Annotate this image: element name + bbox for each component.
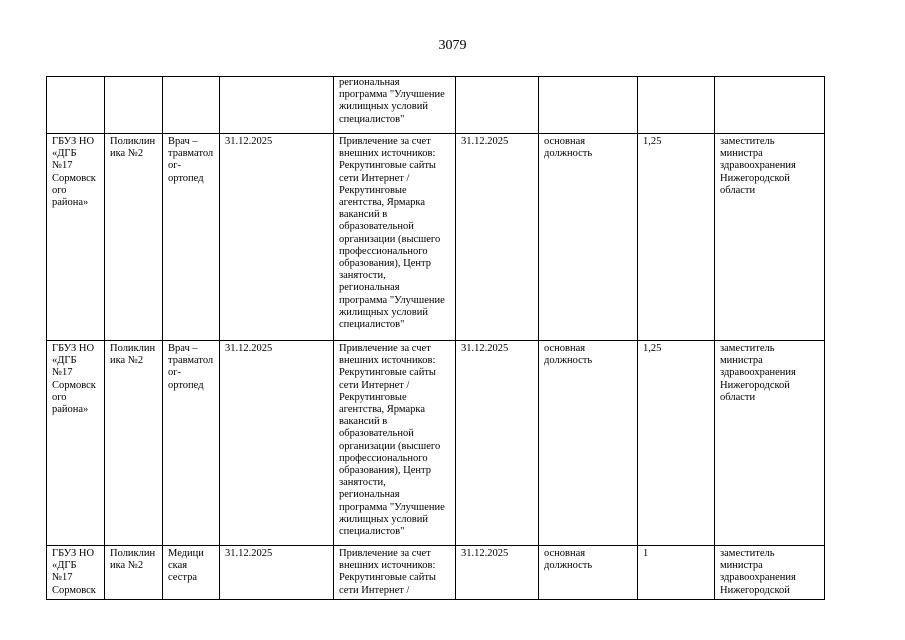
cell-position: Врач – травматол ог- ортопед xyxy=(163,341,220,546)
cell-position: Медици ская сестра xyxy=(163,546,220,600)
cell-completion-date xyxy=(456,77,539,134)
cell-rate xyxy=(638,77,715,134)
cell-organization: ГБУЗ НО «ДГБ №17 Сормовск xyxy=(47,546,105,600)
page-number: 3079 xyxy=(438,38,467,53)
cell-deadline xyxy=(220,77,334,134)
cell-completion-date: 31.12.2025 xyxy=(456,546,539,600)
cell-position-type: основная должность xyxy=(539,134,638,341)
cell-position xyxy=(163,77,220,134)
cell-organization: ГБУЗ НО «ДГБ №17 Сормовск ого района» xyxy=(47,341,105,546)
cell-position-type: основная должность xyxy=(539,546,638,600)
cell-organization xyxy=(47,77,105,134)
cell-department: Поликлин ика №2 xyxy=(105,341,163,546)
table-row xyxy=(47,77,825,134)
table-row xyxy=(47,546,825,600)
cell-responsible xyxy=(715,77,825,134)
cell-completion-date: 31.12.2025 xyxy=(456,134,539,341)
cell-responsible: заместитель министра здравоохранения Нижегородской области xyxy=(715,341,825,546)
cell-responsible: заместитель министра здравоохранения Нижегородской xyxy=(715,546,825,600)
cell-recruitment-measures: Привлечение за счет внешних источников: Рекрутинговые сайты сети Интернет / xyxy=(334,546,456,600)
cell-position-type: основная должность xyxy=(539,341,638,546)
staffing-table xyxy=(46,76,825,600)
cell-recruitment-measures: Привлечение за счет внешних источников: Рекрутинговые сайты сети Интернет / Рекрутинговые агентства, Ярмарка вакансий в образовательной организации (высшего профессионального образования), Центр занятости, региональная программа "Улучшение жилищных условий специалистов" xyxy=(334,341,456,546)
cell-deadline: 31.12.2025 xyxy=(220,134,334,341)
cell-rate: 1 xyxy=(638,546,715,600)
table-row xyxy=(47,134,825,341)
cell-department: Поликлин ика №2 xyxy=(105,546,163,600)
cell-position-type xyxy=(539,77,638,134)
cell-rate: 1,25 xyxy=(638,134,715,341)
cell-completion-date: 31.12.2025 xyxy=(456,341,539,546)
cell-recruitment-measures: региональная программа "Улучшение жилищных условий специалистов" xyxy=(334,77,456,134)
table-row xyxy=(47,341,825,546)
cell-responsible: заместитель министра здравоохранения Нижегородской области xyxy=(715,134,825,341)
cell-deadline: 31.12.2025 xyxy=(220,341,334,546)
cell-organization: ГБУЗ НО «ДГБ №17 Сормовск ого района» xyxy=(47,134,105,341)
cell-recruitment-measures: Привлечение за счет внешних источников: Рекрутинговые сайты сети Интернет / Рекрутинговые агентства, Ярмарка вакансий в образовательной организации (высшего профессионального образования), Центр занятости, региональная программа "Улучшение жилищных условий специалистов" xyxy=(334,134,456,341)
cell-rate: 1,25 xyxy=(638,341,715,546)
cell-deadline: 31.12.2025 xyxy=(220,546,334,600)
cell-department xyxy=(105,77,163,134)
cell-department: Поликлин ика №2 xyxy=(105,134,163,341)
cell-position: Врач – травматол ог- ортопед xyxy=(163,134,220,341)
